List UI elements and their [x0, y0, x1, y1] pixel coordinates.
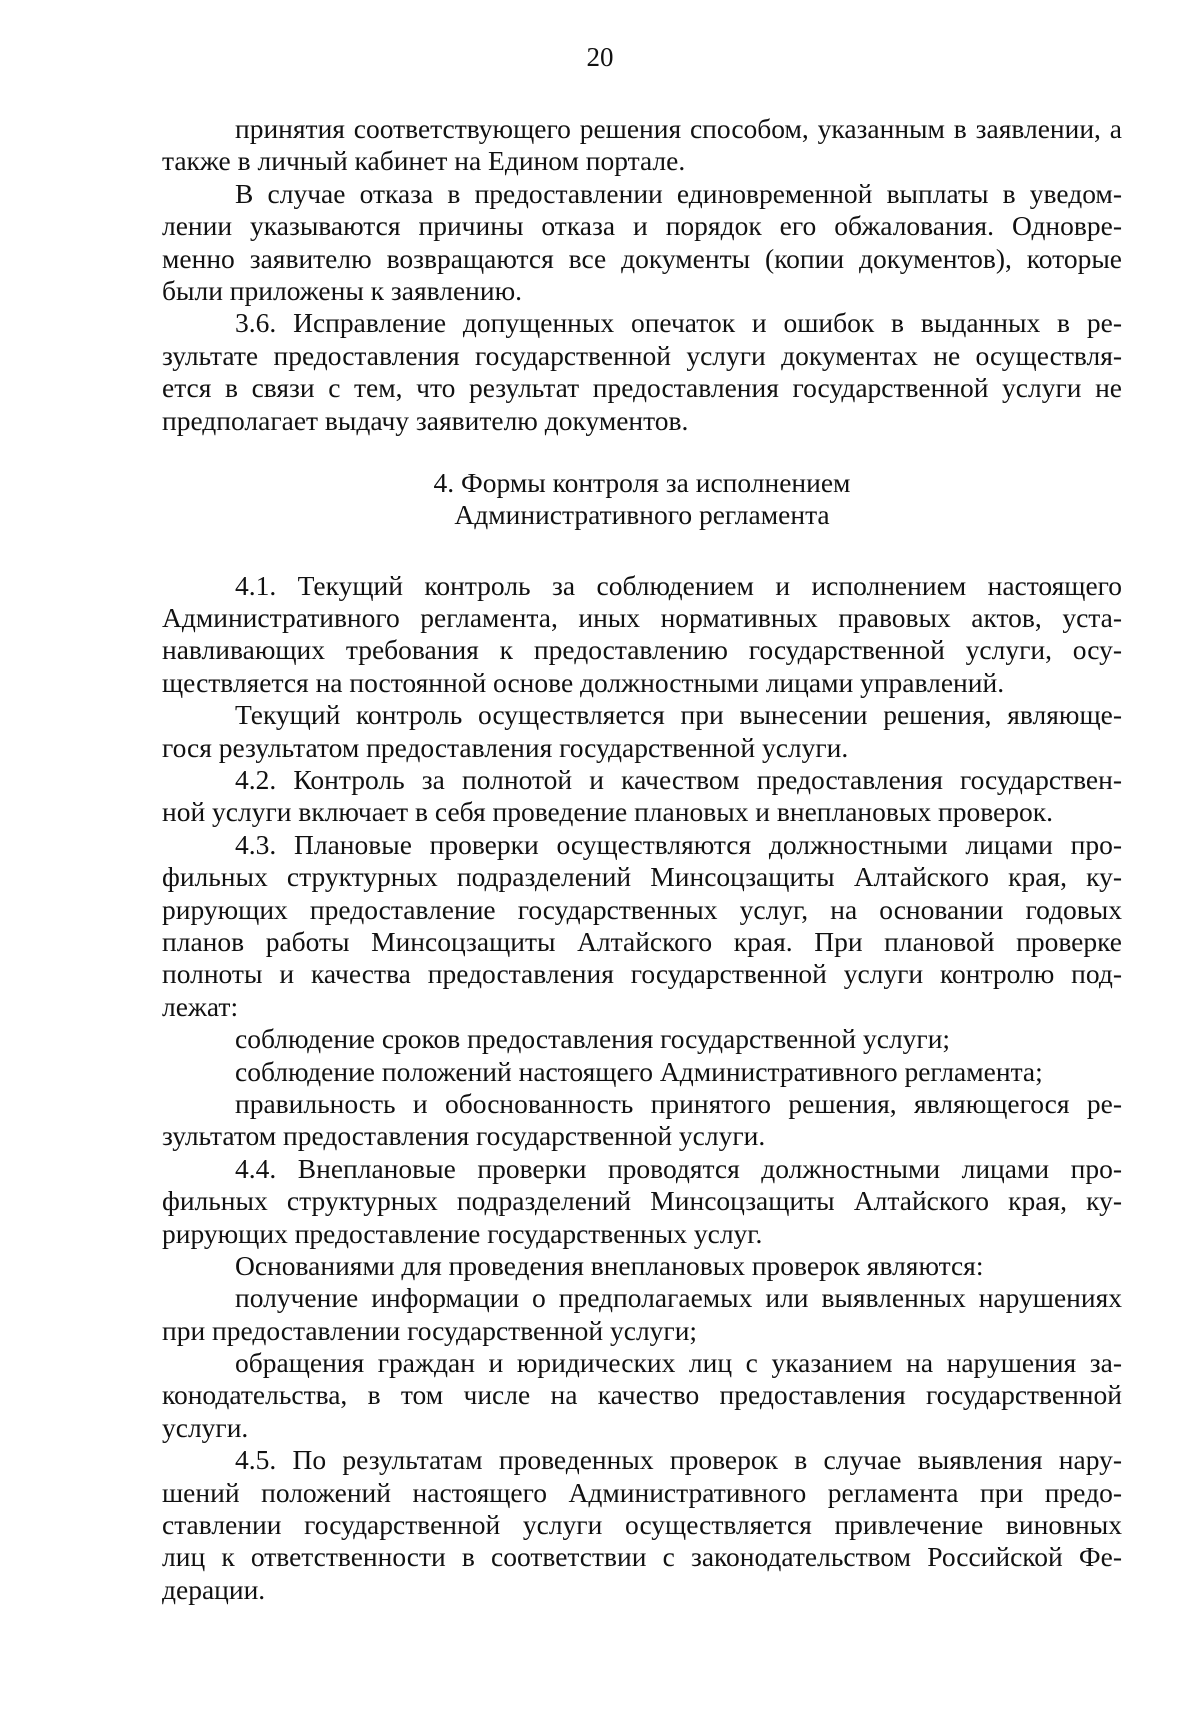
- text-line: планов работы Минсоцзащиты Алтайского края. При плановой проверке: [162, 925, 1122, 957]
- section-title-line: 4. Формы контроля за исполнением: [433, 466, 851, 498]
- paragraph: [162, 764, 1122, 829]
- spacer: [162, 437, 1122, 467]
- text-line: 4.2. Контроль за полнотой и качеством предоставления государствен-: [235, 764, 1122, 796]
- text-line: соблюдение положений настоящего Административного регламента;: [235, 1055, 1043, 1087]
- text-line: обращения граждан и юридических лиц с указанием на нарушения за-: [235, 1347, 1122, 1379]
- paragraph: [162, 1250, 1122, 1282]
- page-number: 20: [586, 42, 614, 72]
- text-line: при предоставлении государственной услуги;: [162, 1314, 698, 1346]
- paragraph: [162, 1282, 1122, 1347]
- text-line: 3.6. Исправление допущенных опечаток и ошибок в выданных в ре-: [235, 307, 1122, 339]
- text-line: также в личный кабинет на Едином портале.: [162, 145, 686, 177]
- text-line: зультате предоставления государственной услуги документах не осуществля-: [162, 339, 1122, 371]
- text-line: фильных структурных подразделений Минсоцзащиты Алтайского края, ку-: [162, 1185, 1122, 1217]
- text-line: Текущий контроль осуществляется при вынесении решения, являюще-: [235, 699, 1122, 731]
- section-title-line: Административного регламента: [454, 499, 830, 531]
- text-line: 4.5. По результатам проведенных проверок в случае выявления нару-: [235, 1444, 1122, 1476]
- text-line: лении указываются причины отказа и порядок его обжалования. Одновре-: [162, 210, 1122, 242]
- text-line: зультатом предоставления государственной услуги.: [162, 1120, 766, 1152]
- paragraph: [162, 829, 1122, 1023]
- document-body: [162, 113, 1122, 1606]
- text-line: ществляется на постоянной основе должностными лицами управлений.: [162, 666, 1005, 698]
- paragraph: [162, 1444, 1122, 1606]
- text-line: были приложены к заявлению.: [162, 274, 523, 306]
- text-line: 4.4. Внеплановые проверки проводятся должностными лицами про-: [235, 1152, 1122, 1184]
- text-line: предполагает выдачу заявителю документов.: [162, 404, 689, 436]
- section-before-heading: [162, 113, 1122, 437]
- text-line: полноты и качества предоставления государственной услуги контролю под-: [162, 958, 1122, 990]
- text-line: рирующих предоставление государственных услуг.: [162, 1217, 763, 1249]
- text-line: Административного регламента, иных нормативных правовых актов, уста-: [162, 602, 1122, 634]
- text-line: Основаниями для проведения внеплановых проверок являются:: [235, 1249, 984, 1281]
- text-line: фильных структурных подразделений Минсоцзащиты Алтайского края, ку-: [162, 861, 1122, 893]
- paragraph: [162, 1023, 1122, 1055]
- text-line: получение информации о предполагаемых или выявленных нарушениях: [235, 1282, 1122, 1314]
- text-line: ной услуги включает в себя проведение плановых и внеплановых проверок.: [162, 796, 1053, 828]
- text-line: правильность и обоснованность принятого решения, являющегося ре-: [235, 1087, 1122, 1119]
- text-line: ставлении государственной услуги осуществляется привлечение виновных: [162, 1509, 1122, 1541]
- paragraph: [162, 1088, 1122, 1153]
- paragraph: [162, 1347, 1122, 1444]
- spacer: [162, 532, 1122, 570]
- text-line: соблюдение сроков предоставления государственной услуги;: [235, 1023, 951, 1055]
- paragraph: [162, 113, 1122, 178]
- text-line: лежат:: [162, 990, 239, 1022]
- text-line: принятия соответствующего решения способом, указанным в заявлении, а: [235, 113, 1122, 144]
- text-line: 4.3. Плановые проверки осуществляются должностными лицами про-: [235, 828, 1122, 860]
- paragraph: [162, 1056, 1122, 1088]
- text-line: гося результатом предоставления государственной услуги.: [162, 731, 849, 763]
- text-line: лиц к ответственности в соответствии с законодательством Российской Фе-: [162, 1541, 1122, 1573]
- paragraph: [162, 699, 1122, 764]
- text-line: менно заявителю возвращаются все документы (копии документов), которые: [162, 242, 1122, 274]
- text-line: конодательства, в том числе на качество предоставления государственной: [162, 1379, 1122, 1411]
- text-line: В случае отказа в предоставлении единовременной выплаты в уведом-: [235, 177, 1122, 209]
- text-line: 4.1. Текущий контроль за соблюдением и исполнением настоящего: [235, 569, 1122, 601]
- text-line: ется в связи с тем, что результат предоставления государственной услуги не: [162, 372, 1122, 404]
- paragraph: [162, 307, 1122, 437]
- text-line: услуги.: [162, 1411, 249, 1443]
- section-after-heading: [162, 570, 1122, 1607]
- text-line: шений положений настоящего Административного регламента при предо-: [162, 1476, 1122, 1508]
- paragraph: [162, 178, 1122, 308]
- text-line: навливающих требования к предоставлению государственной услуги, осу-: [162, 634, 1122, 666]
- text-line: дерации.: [162, 1573, 266, 1605]
- paragraph: [162, 1153, 1122, 1250]
- text-line: рирующих предоставление государственных услуг, на основании годовых: [162, 893, 1122, 925]
- paragraph: [162, 570, 1122, 700]
- section-heading: [162, 467, 1122, 532]
